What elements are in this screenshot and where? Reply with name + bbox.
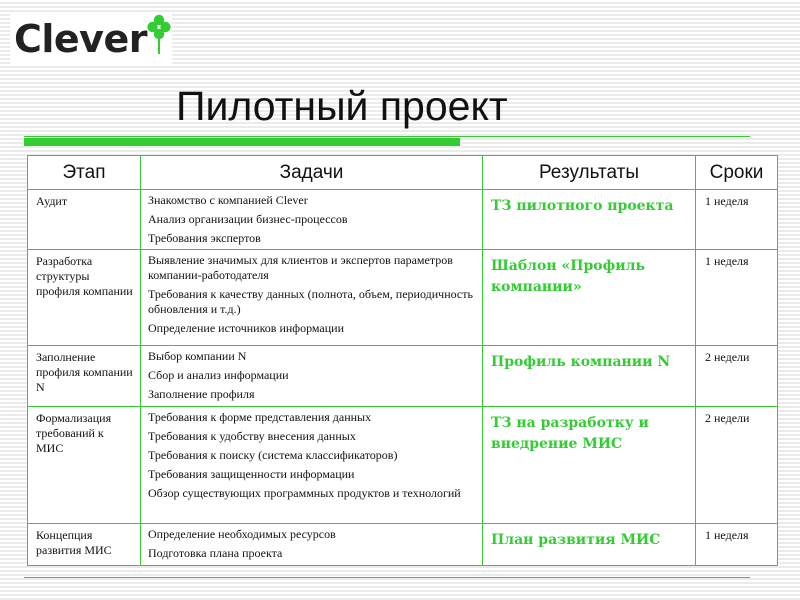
- table-row: [28, 346, 778, 407]
- task-item: Определение необходимых ресурсов: [148, 527, 336, 541]
- header-tasks: Задачи: [141, 156, 483, 190]
- stage-cell: Заполнение профиля компании N: [28, 346, 141, 407]
- header-results: Результаты: [483, 156, 696, 190]
- tasks-cell: [141, 250, 483, 346]
- title-accent-bar: [24, 138, 460, 146]
- project-plan-table: [27, 155, 778, 566]
- task-item: Требования экспертов: [148, 231, 261, 245]
- clover-icon: [146, 14, 172, 54]
- term-cell: 1 неделя: [696, 250, 778, 346]
- stage-cell: Аудит: [28, 190, 141, 250]
- table-row: [28, 524, 778, 566]
- result-cell: ТЗ на разработку и внедрение МИС: [483, 407, 696, 524]
- clever-logo: [10, 14, 172, 66]
- term-cell: 1 неделя: [696, 190, 778, 250]
- task-item: Требования к удобству внесения данных: [148, 429, 356, 443]
- task-item: Выявление значимых для клиентов и экспертов параметров компании-работодателя: [148, 253, 453, 282]
- task-item: Требования к форме представления данных: [148, 410, 372, 424]
- task-item: Требования к поиску (система классификаторов): [148, 448, 398, 462]
- stage-cell: Разработка структуры профиля компании: [28, 250, 141, 346]
- task-item: Определение источников информации: [148, 321, 345, 335]
- task-item: Анализ организации бизнес-процессов: [148, 212, 348, 226]
- title-rule: [24, 136, 750, 137]
- tasks-cell: [141, 524, 483, 566]
- result-cell: Шаблон «Профиль компании»: [483, 250, 696, 346]
- term-cell: 2 недели: [696, 346, 778, 407]
- task-item: Выбор компании N: [148, 349, 247, 363]
- task-item: Заполнение профиля: [148, 387, 255, 401]
- tasks-cell: [141, 407, 483, 524]
- task-item: Подготовка плана проекта: [148, 546, 283, 560]
- table-row: [28, 190, 778, 250]
- task-item: Обзор существующих программных продуктов и технологий: [148, 486, 461, 500]
- term-cell: 1 неделя: [696, 524, 778, 566]
- tasks-cell: [141, 346, 483, 407]
- logo-text: Clever: [14, 17, 147, 61]
- table-row: [28, 250, 778, 346]
- tasks-cell: [141, 190, 483, 250]
- table-row: [28, 407, 778, 524]
- result-cell: Профиль компании N: [483, 346, 696, 407]
- stage-cell: Формализация требований к МИС: [28, 407, 141, 524]
- term-cell: 2 недели: [696, 407, 778, 524]
- slide-title: Пилотный проект: [176, 83, 508, 129]
- task-item: Требования защищенности информации: [148, 467, 355, 481]
- task-item: Требования к качеству данных (полнота, объем, периодичность обновления и т.д.): [148, 287, 473, 316]
- header-stage: Этап: [28, 156, 141, 190]
- result-cell: План развития МИС: [483, 524, 696, 566]
- result-cell: ТЗ пилотного проекта: [483, 190, 696, 250]
- header-terms: Сроки: [696, 156, 778, 190]
- task-item: Знакомство с компанией Clever: [148, 193, 308, 207]
- stage-cell: Концепция развития МИС: [28, 524, 141, 566]
- task-item: Сбор и анализ информации: [148, 368, 289, 382]
- table-header-row: [28, 156, 778, 190]
- bottom-rule: [24, 577, 750, 578]
